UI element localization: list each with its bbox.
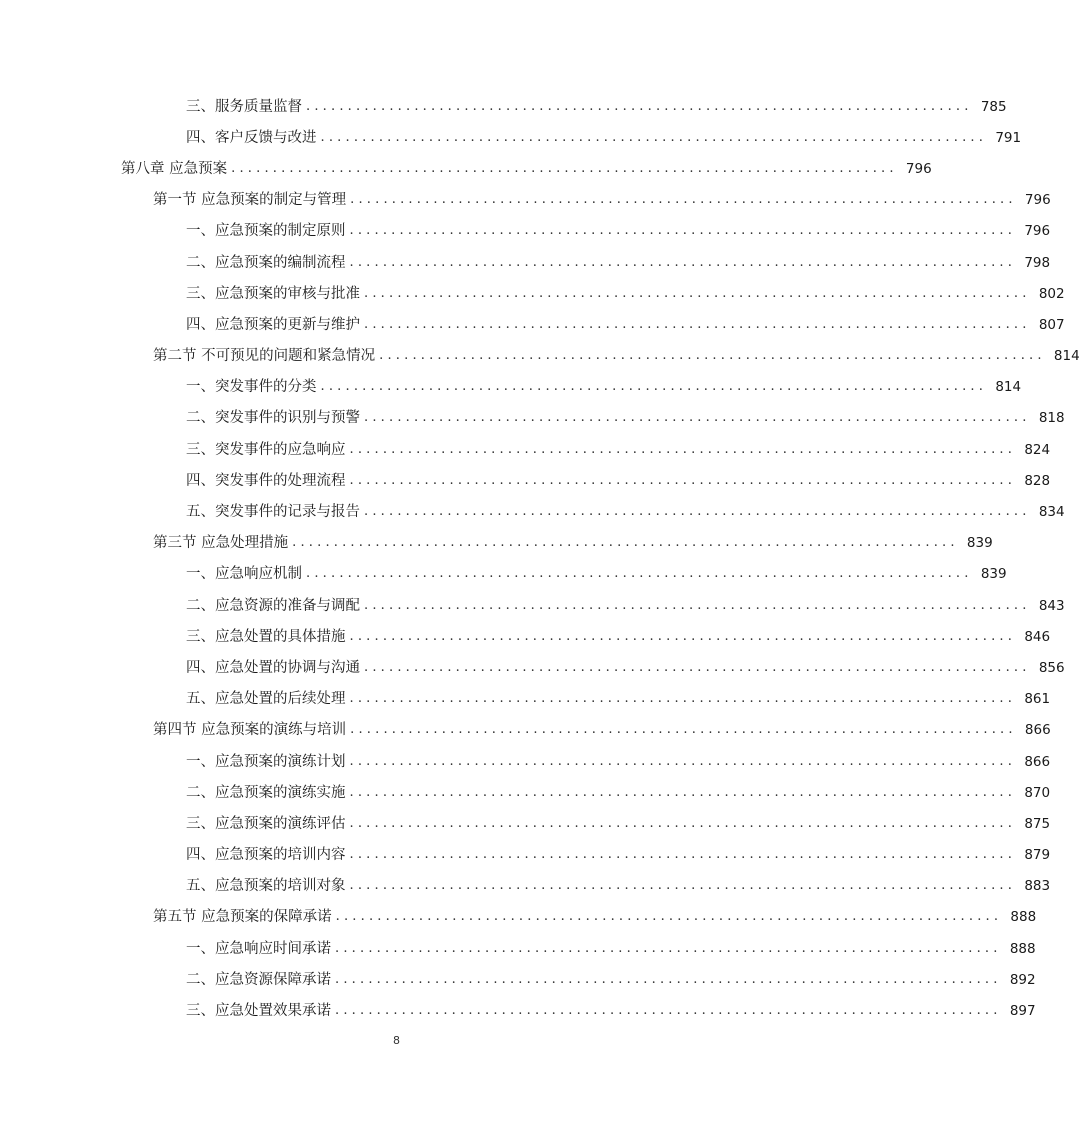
toc-entry-title: 一、应急响应时间承诺 xyxy=(186,940,331,957)
toc-entry-page-number: 824 xyxy=(1024,441,1051,458)
toc-subsection-entry[interactable] xyxy=(0,933,1036,964)
toc-section-entry[interactable] xyxy=(0,185,1051,216)
toc-dot-leader: ................................................................................ xyxy=(306,98,973,114)
toc-entry-page-number: 883 xyxy=(1024,878,1051,895)
toc-entry-page-number: 814 xyxy=(995,379,1022,396)
toc-entry-title: 四、突发事件的处理流程 xyxy=(186,472,346,489)
toc-entry-title: 三、应急处置效果承诺 xyxy=(186,1003,331,1020)
toc-dot-leader: ................................................................................ xyxy=(364,659,1031,675)
toc-entry-title: 四、客户反馈与改进 xyxy=(186,129,317,146)
toc-entry-page-number: 796 xyxy=(1024,192,1051,209)
toc-dot-leader: ................................................................................ xyxy=(320,129,988,145)
toc-entry-title: 二、应急预案的演练实施 xyxy=(186,784,346,801)
toc-entry-page-number: 866 xyxy=(1024,753,1051,770)
toc-entry-page-number: 807 xyxy=(1038,316,1065,333)
toc-dot-leader: ................................................................................ xyxy=(292,535,959,551)
toc-entry-title: 五、应急处置的后续处理 xyxy=(186,691,346,708)
toc-dot-leader: ................................................................................ xyxy=(335,1003,1002,1019)
toc-entry-title: 第二节 不可预见的问题和紧急情况 xyxy=(153,348,376,365)
toc-dot-leader: ................................................................................ xyxy=(349,254,1017,270)
toc-entry-title: 三、应急处置的具体措施 xyxy=(186,628,346,645)
toc-dot-leader: ................................................................................ xyxy=(364,410,1031,426)
toc-dot-leader: ................................................................................ xyxy=(231,160,898,176)
toc-dot-leader: ................................................................................ xyxy=(349,878,1017,894)
toc-subsection-entry[interactable] xyxy=(0,684,1051,715)
toc-dot-leader: ................................................................................ xyxy=(349,784,1017,800)
toc-subsection-entry[interactable] xyxy=(0,372,1022,403)
toc-entry-page-number: 897 xyxy=(1009,1003,1036,1020)
toc-entry-page-number: 796 xyxy=(1024,223,1051,240)
toc-subsection-entry[interactable] xyxy=(0,122,1022,153)
toc-dot-leader: ................................................................................ xyxy=(364,316,1031,332)
toc-dot-leader: ................................................................................ xyxy=(349,815,1017,831)
toc-entry-page-number: 888 xyxy=(1009,940,1036,957)
toc-entry-title: 三、服务质量监督 xyxy=(186,98,302,115)
toc-entry-title: 第五节 应急预案的保障承诺 xyxy=(153,909,332,926)
page-number: 8 xyxy=(393,1034,400,1047)
toc-entry-page-number: 791 xyxy=(995,129,1022,146)
toc-entry-page-number: 834 xyxy=(1038,504,1065,521)
toc-section-entry[interactable] xyxy=(0,902,1037,933)
toc-subsection-entry[interactable] xyxy=(0,652,1065,683)
toc-subsection-entry[interactable] xyxy=(0,559,1007,590)
toc-entry-title: 二、应急资源保障承诺 xyxy=(186,971,331,988)
toc-dot-leader: ................................................................................ xyxy=(349,691,1017,707)
toc-subsection-entry[interactable] xyxy=(0,840,1051,871)
toc-entry-page-number: 796 xyxy=(905,160,932,177)
toc-dot-leader: ................................................................................ xyxy=(335,971,1002,987)
toc-subsection-entry[interactable] xyxy=(0,434,1051,465)
toc-subsection-entry[interactable] xyxy=(0,496,1065,527)
toc-subsection-entry[interactable] xyxy=(0,777,1051,808)
toc-entry-title: 三、突发事件的应急响应 xyxy=(186,441,346,458)
toc-dot-leader: ................................................................................ xyxy=(379,348,1046,364)
toc-subsection-entry[interactable] xyxy=(0,309,1065,340)
toc-entry-page-number: 861 xyxy=(1024,691,1051,708)
toc-dot-leader: ................................................................................ xyxy=(364,504,1031,520)
toc-dot-leader: ................................................................................ xyxy=(349,223,1017,239)
toc-entry-title: 四、应急处置的协调与沟通 xyxy=(186,659,360,676)
toc-dot-leader: ................................................................................ xyxy=(320,379,988,395)
toc-entry-title: 五、应急预案的培训对象 xyxy=(186,878,346,895)
toc-entry-page-number: 875 xyxy=(1024,815,1051,832)
toc-entry-page-number: 828 xyxy=(1024,472,1051,489)
toc-entry-title: 四、应急预案的培训内容 xyxy=(186,847,346,864)
table-of-contents xyxy=(0,91,1080,1027)
toc-dot-leader: ................................................................................ xyxy=(335,940,1002,956)
toc-section-entry[interactable] xyxy=(0,715,1051,746)
toc-entry-title: 第三节 应急处理措施 xyxy=(153,535,289,552)
toc-entry-title: 二、应急资源的准备与调配 xyxy=(186,597,360,614)
toc-dot-leader: ................................................................................ xyxy=(364,597,1031,613)
toc-subsection-entry[interactable] xyxy=(0,278,1065,309)
toc-entry-page-number: 814 xyxy=(1053,348,1080,365)
toc-subsection-entry[interactable] xyxy=(0,871,1051,902)
toc-entry-title: 二、应急预案的编制流程 xyxy=(186,254,346,271)
toc-entry-title: 一、应急预案的制定原则 xyxy=(186,223,346,240)
toc-entry-page-number: 866 xyxy=(1024,722,1051,739)
toc-dot-leader: ................................................................................ xyxy=(349,628,1017,644)
toc-section-entry[interactable] xyxy=(0,341,1080,372)
toc-entry-title: 三、应急预案的审核与批准 xyxy=(186,285,360,302)
toc-subsection-entry[interactable] xyxy=(0,216,1051,247)
toc-entry-page-number: 888 xyxy=(1010,909,1037,926)
toc-entry-page-number: 879 xyxy=(1024,847,1051,864)
toc-dot-leader: ................................................................................ xyxy=(364,285,1031,301)
toc-entry-title: 第四节 应急预案的演练与培训 xyxy=(153,722,347,739)
toc-entry-page-number: 856 xyxy=(1038,659,1065,676)
toc-entry-page-number: 818 xyxy=(1038,410,1065,427)
toc-chapter-entry[interactable] xyxy=(0,153,932,184)
toc-entry-page-number: 843 xyxy=(1038,597,1065,614)
toc-entry-page-number: 846 xyxy=(1024,628,1051,645)
toc-entry-page-number: 839 xyxy=(980,566,1007,583)
toc-dot-leader: ................................................................................ xyxy=(350,722,1017,738)
toc-entry-title: 一、应急预案的演练计划 xyxy=(186,753,346,770)
toc-dot-leader: ................................................................................ xyxy=(349,847,1017,863)
toc-subsection-entry[interactable] xyxy=(0,91,1007,122)
toc-entry-title: 二、突发事件的识别与预警 xyxy=(186,410,360,427)
toc-section-entry[interactable] xyxy=(0,528,993,559)
toc-dot-leader: ................................................................................ xyxy=(306,566,973,582)
toc-dot-leader: ................................................................................ xyxy=(349,472,1017,488)
toc-entry-page-number: 798 xyxy=(1024,254,1051,271)
toc-dot-leader: ................................................................................ xyxy=(349,753,1017,769)
toc-subsection-entry[interactable] xyxy=(0,808,1051,839)
toc-subsection-entry[interactable] xyxy=(0,995,1036,1026)
toc-subsection-entry[interactable] xyxy=(0,247,1051,278)
toc-subsection-entry[interactable] xyxy=(0,403,1065,434)
toc-entry-title: 第八章 应急预案 xyxy=(121,160,228,177)
toc-entry-title: 三、应急预案的演练评估 xyxy=(186,815,346,832)
toc-entry-page-number: 802 xyxy=(1038,285,1065,302)
toc-entry-page-number: 839 xyxy=(966,535,993,552)
toc-entry-title: 一、突发事件的分类 xyxy=(186,379,317,396)
toc-subsection-entry[interactable] xyxy=(0,590,1065,621)
toc-entry-title: 第一节 应急预案的制定与管理 xyxy=(153,192,347,209)
toc-entry-title: 一、应急响应机制 xyxy=(186,566,302,583)
toc-subsection-entry[interactable] xyxy=(0,465,1051,496)
toc-dot-leader: ................................................................................ xyxy=(335,909,1003,925)
toc-entry-title: 四、应急预案的更新与维护 xyxy=(186,316,360,333)
toc-dot-leader: ................................................................................ xyxy=(350,192,1017,208)
toc-entry-page-number: 870 xyxy=(1024,784,1051,801)
toc-subsection-entry[interactable] xyxy=(0,746,1051,777)
toc-subsection-entry[interactable] xyxy=(0,621,1051,652)
toc-subsection-entry[interactable] xyxy=(0,964,1036,995)
toc-entry-page-number: 892 xyxy=(1009,971,1036,988)
toc-entry-page-number: 785 xyxy=(980,98,1007,115)
toc-entry-title: 五、突发事件的记录与报告 xyxy=(186,504,360,521)
toc-dot-leader: ................................................................................ xyxy=(349,441,1017,457)
